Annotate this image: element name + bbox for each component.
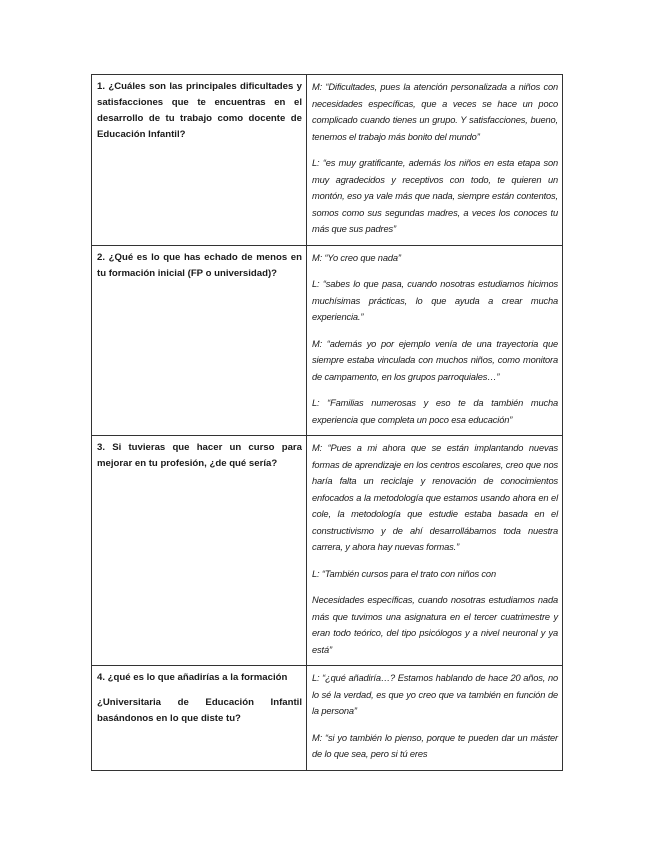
answer-text: M: “Yo creo que nada” bbox=[312, 252, 401, 263]
table-row bbox=[92, 75, 563, 246]
question-text: 2. ¿Qué es lo que has echado de menos en tu formación inicial (FP o universidad)? bbox=[97, 251, 302, 279]
answer-text: L: “¿qué añadiría…? Estamos hablando de hace 20 años, no lo sé la verdad, es que yo creo que va también en función de la persona” bbox=[312, 673, 558, 716]
answer-cell bbox=[307, 666, 563, 771]
interview-table bbox=[91, 74, 563, 771]
answer-text: L: “Familias numerosas y eso te da también mucha experiencia que completa un poco esa educación” bbox=[312, 398, 558, 425]
answer-text: M: “Pues a mi ahora que se están implantando nuevas formas de aprendizaje en los centros escolares, creo que nos haría falta un reciclaje y renovación de conocimientos enfocados a la metodología que estamos usando ahora en el cole, la metodología que estudie estaba basada en el constructivismo y de ahí desarrollábamos toda nuestra carrera, y ahora hay nuevas formas.” bbox=[312, 443, 558, 552]
answer-text: L: “También cursos para el trato con niños con bbox=[312, 568, 496, 579]
answer-text: M: “además yo por ejemplo venía de una trayectoria que siempre estaba vinculada con muchos niños, como monitora de campamento, en los grupos parroquiales…” bbox=[312, 338, 558, 382]
question-cell bbox=[92, 436, 307, 666]
question-text: ¿Universitaria de Educación Infantil basándonos en lo que diste tu? bbox=[97, 697, 302, 724]
answer-cell bbox=[307, 75, 563, 246]
table-row bbox=[92, 436, 563, 666]
answer-text: M: “si yo también lo pienso, porque te pueden dar un máster de lo que sea, pero si tú eres bbox=[312, 732, 558, 759]
answer-text: M: “Dificultades, pues la atención personalizada a niños con necesidades específicas, que a veces se hace un poco complicado cuando tienes un grupo. Y satisfacciones, bueno, tenemos el trabajo más bonito del mundo” bbox=[312, 82, 558, 142]
question-text: 4. ¿qué es lo que añadirías a la formación bbox=[97, 672, 288, 683]
answer-cell bbox=[307, 436, 563, 666]
question-text: 1. ¿Cuáles son las principales dificultades y satisfacciones que te encuentras en el desarrollo de tu trabajo como docente de Educación Infantil? bbox=[97, 81, 302, 140]
question-cell bbox=[92, 666, 307, 771]
answer-text: Necesidades específicas, cuando nosotras estudiamos nada más que tuvimos una asignatura en el tercer cuatrimestre y eran todo teórico, del tipo psicólogos y a nivel neuronal y ya está” bbox=[312, 595, 558, 655]
table-row bbox=[92, 245, 563, 436]
question-cell bbox=[92, 245, 307, 436]
answer-text: L: “sabes lo que pasa, cuando nosotras estudiamos hicimos muchísimas prácticas, lo que ayuda a crear mucha experiencia.” bbox=[312, 279, 558, 322]
table-row bbox=[92, 666, 563, 771]
answer-cell bbox=[307, 245, 563, 436]
question-text: 3. Si tuvieras que hacer un curso para mejorar en tu profesión, ¿de qué sería? bbox=[97, 442, 302, 469]
answer-text: L: “es muy gratificante, además los niños en esta etapa son muy agradecidos y receptivos con todo, te quieren un montón, eso ya vale más que nada, siempre están contentos, somos como sus segundas madres, a veces los conoces tu más que sus padres” bbox=[312, 158, 558, 234]
question-cell bbox=[92, 75, 307, 246]
